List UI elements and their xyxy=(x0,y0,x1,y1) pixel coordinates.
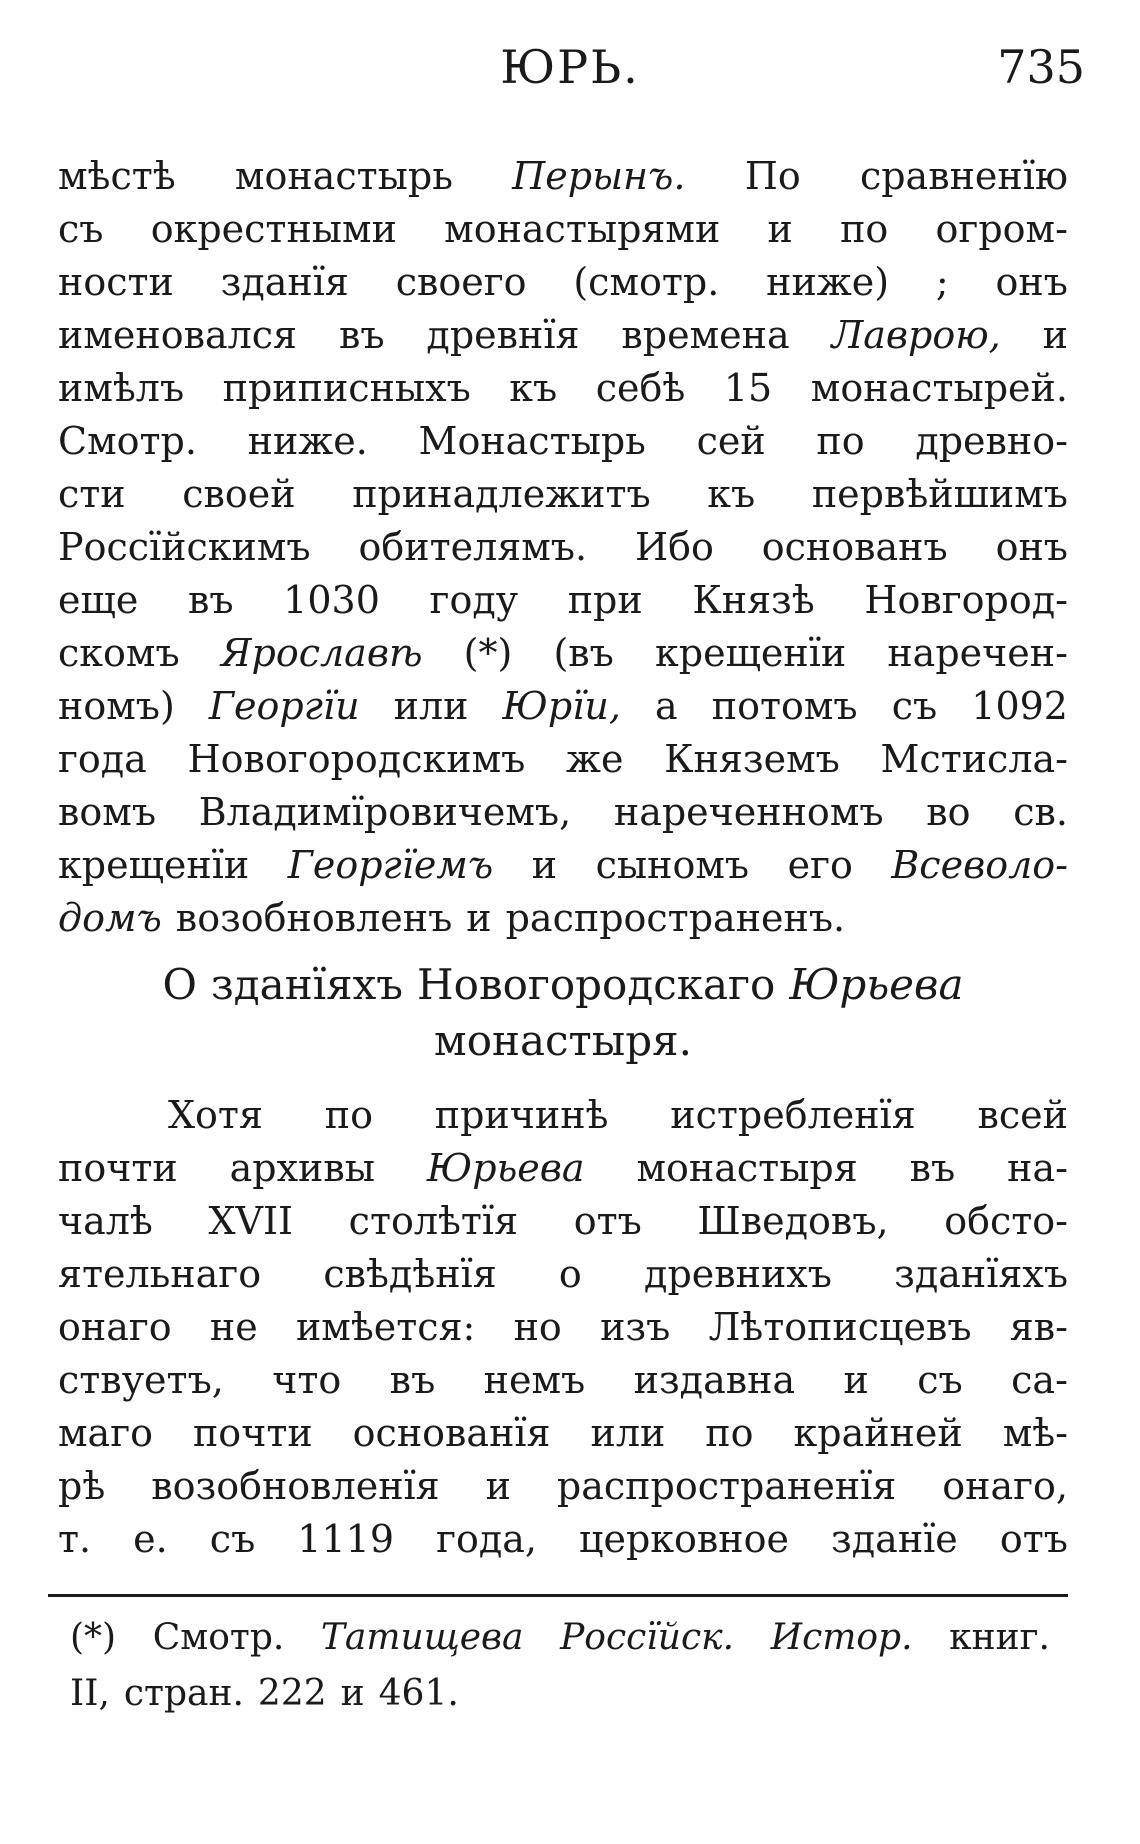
word: принадлежитъ xyxy=(352,472,651,516)
word: онаго, xyxy=(942,1464,1068,1508)
text-line xyxy=(58,1195,1068,1248)
word: са- xyxy=(1011,1358,1068,1402)
word: на- xyxy=(1007,1146,1068,1190)
word: Смотр. xyxy=(58,419,197,463)
word: въ xyxy=(389,1358,436,1402)
word: (*) xyxy=(70,1617,117,1658)
text-line xyxy=(58,1513,1068,1566)
word: Георгїи xyxy=(208,684,360,728)
word: о xyxy=(558,1252,582,1296)
word: года, xyxy=(436,1517,537,1561)
word: вомъ xyxy=(58,790,157,834)
word: по xyxy=(705,1411,754,1455)
word: и xyxy=(767,207,793,251)
word: древнїя xyxy=(426,313,580,357)
word: Юрїи, xyxy=(502,684,621,728)
text-line xyxy=(58,1354,1068,1407)
footnote xyxy=(70,1610,1050,1722)
word: и xyxy=(466,896,492,940)
word: году xyxy=(429,578,519,622)
word: возобновленъ xyxy=(175,896,453,940)
word: онъ xyxy=(995,525,1068,569)
text-line xyxy=(58,1407,1068,1460)
word: отъ xyxy=(573,1199,642,1243)
word: яв- xyxy=(1009,1305,1068,1349)
word: Лѣтописцевъ xyxy=(708,1305,972,1349)
word: Лаврою, xyxy=(831,313,1001,357)
word: немъ xyxy=(483,1358,586,1402)
text-line xyxy=(58,521,1068,574)
word: и xyxy=(1042,313,1068,357)
word: О xyxy=(162,960,197,1009)
word: крайней xyxy=(793,1411,963,1455)
word: е. xyxy=(133,1517,168,1561)
word: почти xyxy=(192,1411,313,1455)
text-line xyxy=(58,203,1068,256)
word: обителямъ. xyxy=(358,525,588,569)
text-line xyxy=(58,1142,1068,1195)
word: сравненїю xyxy=(859,154,1068,198)
word: Смотр. xyxy=(152,1617,285,1658)
word: монастырь xyxy=(234,154,453,198)
word: но xyxy=(513,1305,562,1349)
word: въ xyxy=(187,578,234,622)
word: года xyxy=(58,737,147,781)
word: ятельнаго xyxy=(58,1252,262,1296)
word: наречен- xyxy=(887,631,1068,675)
text-line xyxy=(58,1301,1068,1354)
word: зданїе xyxy=(831,1517,958,1561)
word: 1119 xyxy=(297,1517,395,1561)
word: съ xyxy=(917,1358,963,1402)
word: ствуетъ, xyxy=(58,1358,224,1402)
word: основанїя xyxy=(352,1411,551,1455)
word: Ибо xyxy=(634,525,714,569)
word: (смотр. xyxy=(573,260,720,304)
text-line xyxy=(58,786,1068,839)
word: съ xyxy=(58,207,104,251)
word: архивы xyxy=(229,1146,375,1190)
word: по xyxy=(816,419,865,463)
text-line xyxy=(58,627,1068,680)
word: по xyxy=(324,1093,373,1137)
word: крещенїи xyxy=(58,843,250,887)
word: свѣдѣнїя xyxy=(323,1252,497,1296)
word: имѣется: xyxy=(295,1305,476,1349)
text-line xyxy=(58,256,1068,309)
word: сей xyxy=(696,419,766,463)
word: же xyxy=(566,737,624,781)
word: Шведовъ, xyxy=(697,1199,889,1243)
word: Юрьева xyxy=(426,1146,585,1190)
word: ; xyxy=(935,260,949,304)
word: зданїяхъ xyxy=(210,960,404,1009)
word: именовался xyxy=(58,313,298,357)
word: зданїя xyxy=(220,260,349,304)
word: 222 xyxy=(257,1673,327,1714)
word: нареченномъ xyxy=(613,790,884,834)
word: обсто- xyxy=(944,1199,1068,1243)
paragraph-2 xyxy=(58,1089,1068,1566)
word: его xyxy=(787,843,853,887)
word: Россїйскимъ xyxy=(58,525,311,569)
word: ности xyxy=(58,260,174,304)
page-header xyxy=(55,40,1085,110)
word: отъ xyxy=(999,1517,1068,1561)
text-line xyxy=(58,1089,1068,1142)
word: съ xyxy=(891,684,938,728)
word: ниже) xyxy=(766,260,890,304)
word: древнихъ xyxy=(644,1252,832,1296)
text-line xyxy=(58,839,1068,892)
word: Татищева xyxy=(320,1617,524,1658)
word: книг. xyxy=(949,1617,1050,1658)
text-line xyxy=(58,1460,1068,1513)
text-line xyxy=(58,574,1068,627)
word: т. xyxy=(58,1517,92,1561)
word: основанъ xyxy=(761,525,948,569)
word: монастырями xyxy=(444,207,721,251)
word: онаго xyxy=(58,1305,172,1349)
word: имѣлъ xyxy=(58,366,185,410)
word: столѣтїя xyxy=(348,1199,519,1243)
word: древно- xyxy=(915,419,1068,463)
word: къ xyxy=(509,366,558,410)
word: сти xyxy=(58,472,126,516)
word: XVII xyxy=(208,1199,294,1243)
word: 1092 xyxy=(971,684,1068,728)
word: По xyxy=(744,154,801,198)
word: ниже. xyxy=(247,419,368,463)
word: Хотя xyxy=(168,1093,263,1137)
word: къ xyxy=(707,472,756,516)
text-line xyxy=(58,680,1068,733)
word: Ярославѣ xyxy=(220,631,423,675)
word: во xyxy=(926,790,971,834)
word: 461. xyxy=(378,1673,459,1714)
text-line xyxy=(58,892,1068,945)
body-text xyxy=(58,150,1068,1566)
word: Всеволо- xyxy=(891,843,1068,887)
word: распространенїя xyxy=(556,1464,897,1508)
text-line xyxy=(58,468,1068,521)
text-line xyxy=(58,1013,1068,1069)
word: мѣ- xyxy=(1002,1411,1068,1455)
word: Истор. xyxy=(770,1617,913,1658)
word: номъ) xyxy=(58,684,175,728)
text-line xyxy=(70,1666,1050,1722)
word: при xyxy=(567,578,643,622)
word: монастыря xyxy=(636,1146,858,1190)
word: маго xyxy=(58,1411,153,1455)
word: истребленїя xyxy=(670,1093,916,1137)
paragraph-1 xyxy=(58,150,1068,945)
text-line xyxy=(58,415,1068,468)
word: чалѣ xyxy=(58,1199,153,1243)
word: Новогородскимъ xyxy=(187,737,526,781)
word: (въ xyxy=(553,631,614,675)
word: издавна xyxy=(633,1358,796,1402)
word: онъ xyxy=(995,260,1068,304)
section-title xyxy=(58,957,1068,1069)
word: Россїйск. xyxy=(560,1617,735,1658)
text-line xyxy=(70,1610,1050,1666)
word: огром- xyxy=(935,207,1068,251)
word: всей xyxy=(977,1093,1068,1137)
word: скомъ xyxy=(58,631,180,675)
word: монастырей. xyxy=(810,366,1068,410)
word: и xyxy=(843,1358,869,1402)
text-line xyxy=(58,150,1068,203)
word: Монастырь xyxy=(418,419,646,463)
word: 15 xyxy=(723,366,773,410)
word: II, xyxy=(70,1673,110,1714)
footnote-rule xyxy=(48,1594,1068,1597)
word: а xyxy=(655,684,678,728)
text-line xyxy=(58,362,1068,415)
word: и xyxy=(485,1464,511,1508)
word: что xyxy=(272,1358,342,1402)
word: рѣ xyxy=(58,1464,106,1508)
word: Юрьева xyxy=(789,960,964,1009)
text-line xyxy=(58,309,1068,362)
word: возобновленїя xyxy=(151,1464,440,1508)
word: Георгїемъ xyxy=(287,843,494,887)
word: окрестными xyxy=(150,207,397,251)
word: первѣйшимъ xyxy=(811,472,1068,516)
running-head: ЮРЬ. xyxy=(500,40,640,94)
word: приписныхъ xyxy=(222,366,471,410)
word: изъ xyxy=(600,1305,671,1349)
word: и xyxy=(531,843,558,887)
word: или xyxy=(393,684,469,728)
word: 1030 xyxy=(283,578,380,622)
word: сыномъ xyxy=(595,843,750,887)
word: (*) xyxy=(463,631,513,675)
word: не xyxy=(209,1305,258,1349)
word: потомъ xyxy=(711,684,858,728)
text-line xyxy=(58,957,1068,1013)
word: крещенїи xyxy=(655,631,847,675)
word: монастыря. xyxy=(434,1016,692,1065)
text-line xyxy=(58,733,1068,786)
word: церковное xyxy=(579,1517,789,1561)
word: Князѣ xyxy=(692,578,815,622)
word: или xyxy=(590,1411,666,1455)
word: зданїяхъ xyxy=(894,1252,1068,1296)
word: Новгород- xyxy=(864,578,1068,622)
word: времена xyxy=(621,313,790,357)
word: Княземъ xyxy=(664,737,840,781)
word: еще xyxy=(58,578,139,622)
text-line xyxy=(58,1248,1068,1301)
word: своего xyxy=(395,260,527,304)
word: мѣстѣ xyxy=(58,154,176,198)
word: Новогородскаго xyxy=(417,960,776,1009)
word: себѣ xyxy=(595,366,686,410)
word: съ xyxy=(209,1517,256,1561)
word: распространенъ. xyxy=(505,896,846,940)
word: и xyxy=(340,1673,365,1714)
word: св. xyxy=(1013,790,1068,834)
word: домъ xyxy=(58,896,162,940)
word: Мстисла- xyxy=(880,737,1068,781)
word: стран. xyxy=(123,1673,244,1714)
word: почти xyxy=(58,1146,178,1190)
word: Перынъ. xyxy=(512,154,686,198)
page-number: 735 xyxy=(997,40,1085,94)
word: въ xyxy=(338,313,385,357)
word: въ xyxy=(909,1146,956,1190)
word: по xyxy=(840,207,889,251)
word: причинѣ xyxy=(434,1093,609,1137)
word: Владимїровичемъ, xyxy=(198,790,572,834)
word: своей xyxy=(182,472,296,516)
